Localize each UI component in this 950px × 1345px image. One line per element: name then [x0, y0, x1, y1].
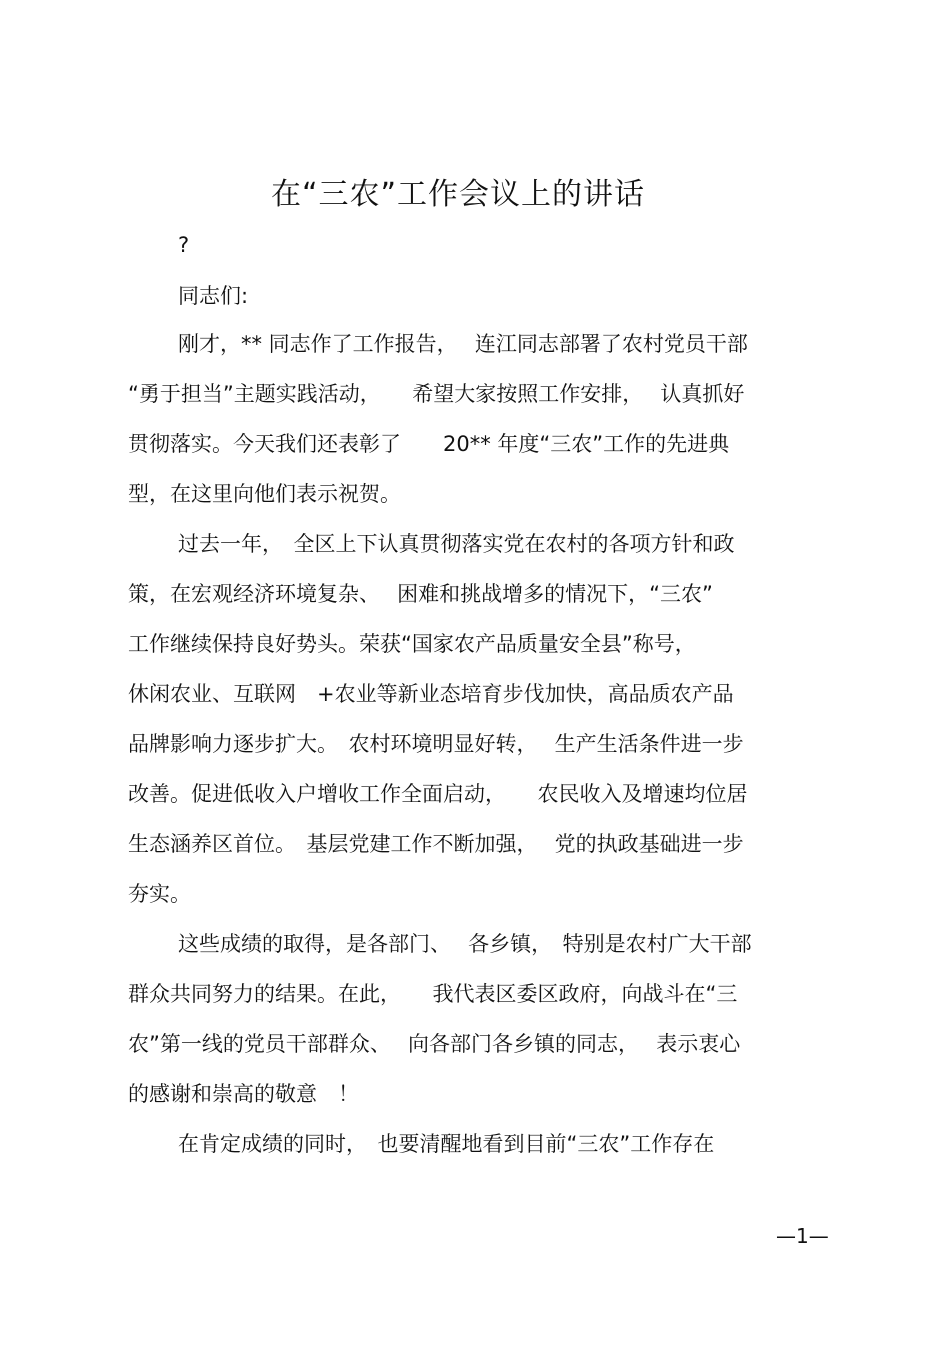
text-line: 在肯定成绩的同时， 也要清醒地看到目前“三农”工作存在 [178, 1132, 715, 1156]
page-number: —1— [776, 1224, 829, 1248]
text-line: 贯彻落实。今天我们还表彰了 20** 年度“三农”工作的先进典 [128, 432, 730, 456]
text-line: 农”第一线的党员干部群众、 向各部门各乡镇的同志， 表示衷心 [128, 1032, 741, 1056]
text-line: 休闲农业、互联网 +农业等新业态培育步伐加快，高品质农产品 [128, 682, 734, 706]
text-line: 夯实。 [128, 882, 191, 906]
text-line: 策，在宏观经济环境复杂、 困难和挑战增多的情况下，“三农” [128, 582, 713, 606]
document-title: 在“三农”工作会议上的讲话 [270, 177, 646, 212]
text-line: 的感谢和崇高的敬意 ！ [128, 1082, 359, 1106]
text-line: 改善。促进低收入户增收工作全面启动， 农民收入及增速均位居 [128, 782, 748, 806]
text-line: 型，在这里向他们表示祝贺。 [128, 482, 401, 506]
text-line: 生态涵养区首位。 基层党建工作不断加强， 党的执政基础进一步 [128, 832, 744, 856]
text-line: 过去一年， 全区上下认真贯彻落实党在农村的各项方针和政 [178, 532, 735, 556]
text-line: ? [178, 233, 190, 257]
text-line: 工作继续保持良好势头。荣获“国家农产品质量安全县”称号， [128, 632, 696, 656]
text-line: “勇于担当”主题实践活动， 希望大家按照工作安排， 认真抓好 [128, 382, 745, 406]
text-line: 刚才，** 同志作了工作报告， 连江同志部署了农村党员干部 [178, 332, 748, 356]
text-line: 同志们: [178, 284, 249, 308]
text-line: 这些成绩的取得，是各部门、 各乡镇， 特别是农村广大干部 [178, 932, 752, 956]
text-line: 群众共同努力的结果。在此， 我代表区委区政府，向战斗在“三 [128, 982, 738, 1006]
text-line: 品牌影响力逐步扩大。 农村环境明显好转， 生产生活条件进一步 [128, 732, 744, 756]
